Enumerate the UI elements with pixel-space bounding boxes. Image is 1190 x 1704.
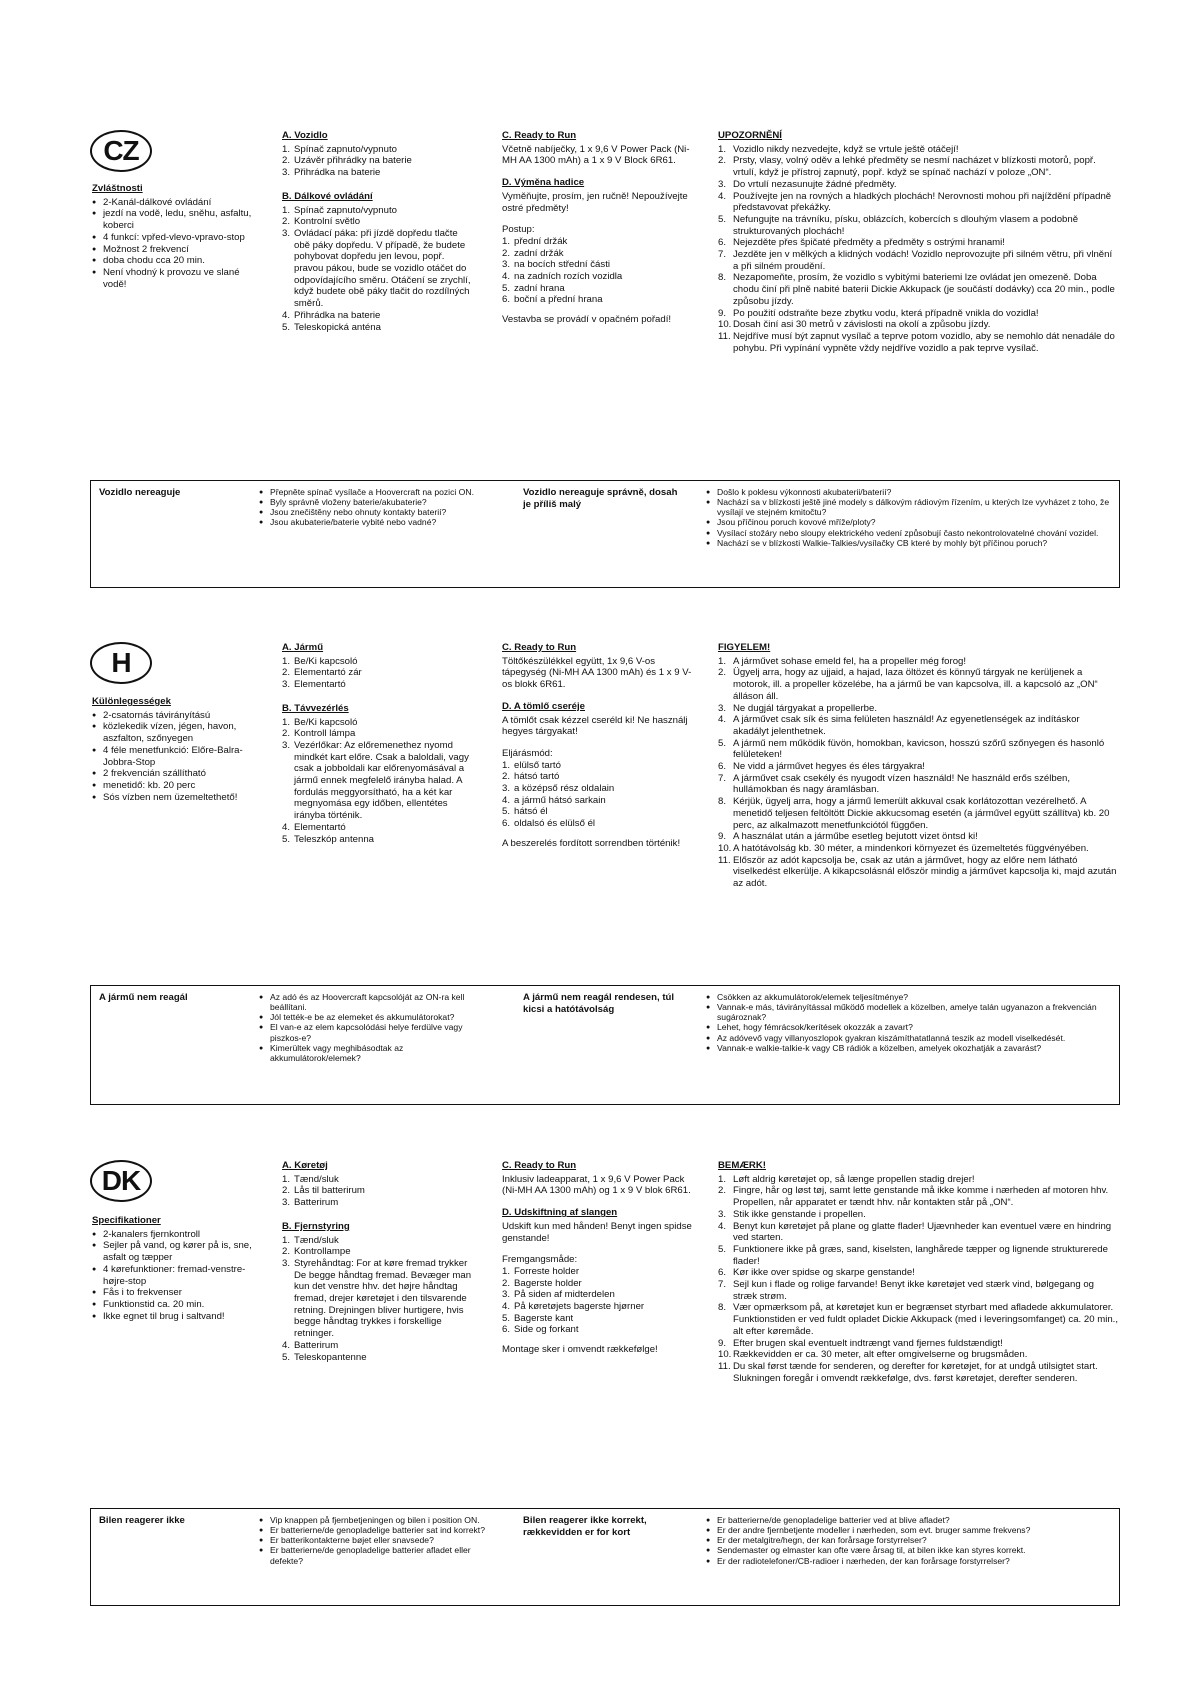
ready-dk xyxy=(502,1160,692,1366)
list-item: ● Byly správně vloženy baterie/akubaterie? xyxy=(259,497,489,507)
parts-h xyxy=(282,642,477,845)
list-item: ● Ikke egnet til brug i saltvand! xyxy=(92,1311,262,1323)
list-item: 2. Fingre, hår og løst tøj, samt lette genstande må ikke komme i nærheden af motoren hhv. Propellen, når apparatet er tændt hhv. når kontakten står på „ON“. xyxy=(718,1185,1109,1209)
troubleshooting-box-dk xyxy=(90,1508,1120,1606)
list-item: ● Sendemaster og elmaster kan ofte være årsag til, at bilen ikke kan styres korrekt. xyxy=(706,1545,1111,1555)
list-item: 7. Sejl kun i flade og rolige farvande! Benyt ikke køretøjet ved stærk vind, bølgegang og stræk strøm. xyxy=(718,1279,1095,1302)
warning-title: UPOZORNĚNÍ xyxy=(718,130,782,141)
list-item: 3. Do vrtulí nezasunujte žádné předměty. xyxy=(718,178,897,190)
list-item: ● Sós vízben nem üzemeltethető! xyxy=(92,792,262,804)
section-heading: C. Ready to Run xyxy=(502,1160,577,1171)
list-item: ● Kimerültek vagy meghibásodtak az akkumulátorok/elemek? xyxy=(259,1043,489,1063)
list-item: ● Došlo k poklesu výkonnosti akubaterii/baterií? xyxy=(706,487,1111,497)
list-item: ● El van-e az elem kapcsolódási helye ferdülve vagy piszkos-e? xyxy=(259,1022,489,1042)
list-item: 1. přední držák xyxy=(502,235,568,247)
parts-cz xyxy=(282,130,472,333)
list-item: ● 4 féle menetfunkció: Előre-Balra-Jobbra-Stop xyxy=(92,745,262,768)
list-item: 1. A járművet sohase emeld fel, ha a propeller még forog! xyxy=(718,655,967,667)
list-item: ● jezdí na vodě, ledu, sněhu, asfaltu, koberci xyxy=(92,208,252,231)
country-badge-h: H xyxy=(90,642,152,684)
list-item: ● Er der andre fjernbetjente modeller i nærheden, som evt. bruger samme frekvens? xyxy=(706,1525,1111,1535)
trouble-list xyxy=(706,1515,1111,1566)
country-badge-cz: CZ xyxy=(90,130,152,172)
warnings-cz xyxy=(718,130,1118,354)
list-item: 5. Bagerste kant xyxy=(502,1312,574,1324)
list-item: 1. elülső tartó xyxy=(502,759,561,771)
list-item: ● Az adó és az Hoovercraft kapcsolóját az ON-ra kell beállítani. xyxy=(259,992,489,1012)
list-item: 5. zadní hrana xyxy=(502,282,565,294)
list-item: 6. Nejezděte přes špičaté předměty a předměty s ostrými hranami! xyxy=(718,237,1005,249)
list-item: ● Er batterierne/de genopladelige batterier ved at blive afladet? xyxy=(706,1515,1111,1525)
list-item: ● 2-kanalers fjernkontroll xyxy=(92,1229,262,1241)
list-item: 6. boční a přední hrana xyxy=(502,294,603,306)
features-title: Specifikationer xyxy=(92,1215,161,1226)
list-item: ● menetidő: kb. 20 perc xyxy=(92,780,262,792)
features-dk xyxy=(92,1215,262,1322)
list-item: ● 2-csatornás távirányítású xyxy=(92,710,262,722)
paragraph: A tömlőt csak kézzel cseréld ki! Ne használj hegyes tárgyakat! xyxy=(502,714,688,738)
list-item: 2. Uzávěr přihrádky na baterie xyxy=(282,155,412,167)
list-item: ● Er der metalgitre/hegn, der kan forårsage forstyrrelser? xyxy=(706,1535,1111,1545)
features-cz xyxy=(92,183,252,290)
list-item: 2. Kontroll lámpa xyxy=(282,728,356,740)
list-item: 3. Batterirum xyxy=(282,1197,339,1209)
list-item: 6. oldalsó és elülső él xyxy=(502,818,596,830)
list-item: 3. Elementartó xyxy=(282,679,346,691)
list-item: 8. Kérjük, ügyelj arra, hogy a jármű lemerült akkuval csak korlátozottan vezérelhető. A menetidő teljesen feltöltött Dickie akkucsomag esetén (a járművel együtt szállítva) kb. 20 perc, az alkalmazott menetfunkciótól függően. xyxy=(718,796,1110,831)
section-heading: B. Távvezérlés xyxy=(282,702,349,714)
features-list xyxy=(92,1229,262,1323)
features-list xyxy=(92,710,262,804)
list-item: 4. Přihrádka na baterie xyxy=(282,309,381,321)
list-item: 2. zadní držák xyxy=(502,247,564,259)
list-item: 9. Po použití odstraňte beze zbytku vodu, která případně vnikla do vozidla! xyxy=(718,307,1039,319)
paragraph: Včetně nabíječky, 1 x 9,6 V Power Pack (Ni-MH AA 1300 mAh) a 1 x 9 V Block 6R61. xyxy=(502,143,690,167)
section-heading: A. Jármű xyxy=(282,642,324,653)
list-item: 8. Nezapomeňte, prosím, že vozidlo s vybitými bateriemi lze ovládat jen omezeně. Doba chodu činí při plně nabité baterii Dickie Akkupack (je součástí dodávky) cca 20 min., podle způsobu jízdy. xyxy=(718,272,1115,307)
section-heading: B. Fjernstyring xyxy=(282,1220,350,1232)
list-item: ● 4 funkcí: vpřed-vlevo-vpravo-stop xyxy=(92,232,252,244)
list-item: 2. Bagerste holder xyxy=(502,1277,582,1289)
list-item: ● Fås i to frekvenser xyxy=(92,1287,262,1299)
features-h xyxy=(92,696,262,803)
list-item: 4. Batterirum xyxy=(282,1339,339,1351)
list-item: 6. Ne vidd a járművet hegyes és éles tárgyakra! xyxy=(718,761,925,773)
list-item: 7. A járművet csak csekély és nyugodt vízen használd! Ne használd erős szélben, hullámokban és nagy áramlásban. xyxy=(718,772,1071,796)
list-item: ● Přepněte spínač vysílače a Hoovercraft na pozici ON. xyxy=(259,487,489,497)
troubleshooting-box-h xyxy=(90,985,1120,1105)
list-item: 7. Jezděte jen v mělkých a klidných vodách! Vozidlo neprovozujte při silném větru, při vlnění a při silném proudění. xyxy=(718,249,1113,272)
section-heading: D. A tömlő cseréje xyxy=(502,700,585,712)
warnings-h xyxy=(718,642,1118,890)
procedure-label: Fremgangsmåde: xyxy=(502,1254,578,1266)
list-item: 3. na bocích střední části xyxy=(502,259,610,271)
trouble-list xyxy=(706,487,1111,548)
list-item: 3. Vezérlőkar: Az előremenethez nyomd mindkét kart előre. Csak a baloldali, vagy csak a jobboldali kar előrenyomásával a jármű ennek megfelelő irányba halad. A fordulás meggyorsítható, ha a két kar megnyomása egy időben, ellentétes irányba történik. xyxy=(282,739,469,822)
list-item: 4. Benyt kun køretøjet på plane og glatte flader! Ujævnheder kan eventuel være en hindring ved starten. xyxy=(718,1220,1112,1244)
list-item: ● Az adóvevő vagy villanyoszlopok gyakran kiszámíthatatlanná teszik az modell viselkedését. xyxy=(706,1033,1111,1043)
list-item: ● Není vhodný k provozu ve slané vodě! xyxy=(92,267,252,290)
list-item: ● Vip knappen på fjernbetjeningen og bilen i position ON. xyxy=(259,1515,489,1525)
ready-h xyxy=(502,642,692,860)
paragraph: Töltőkészülékkel együtt, 1x 9,6 V-os tápegység (Ni-MH AA 1300 mAh) és 1 x 9 V-os blokk 6R61. xyxy=(502,655,692,691)
list-item: ● Jsou akubaterie/baterie vybité nebo vadné? xyxy=(259,517,489,527)
paragraph: Udskift kun med hånden! Benyt ingen spidse genstande! xyxy=(502,1220,692,1244)
list-item: ● Nachází se v blízkosti Walkie-Talkies/vysílačky CB které by mohly být příčinou poruch? xyxy=(706,538,1111,548)
list-item: 1. Be/Ki kapcsoló xyxy=(282,655,358,667)
warning-title: FIGYELEM! xyxy=(718,642,771,653)
list-item: 4. Elementartó xyxy=(282,821,346,833)
list-item: 8. Vær opmærksom på, at køretøjet kun er begrænset styrbart med afladede akkumulatorer. Funktionstiden er ved fuldt opladet Dickie Akkupack (med i leveringsomfanget) ca. 20 min., alt efter køremåde. xyxy=(718,1302,1119,1337)
list-item: 6. Kør ikke over spidse og skarpe genstande! xyxy=(718,1267,915,1279)
troubleshooting-box-cz xyxy=(90,480,1120,588)
trouble-title: Vozidlo nereaguje xyxy=(99,487,181,498)
list-item: 5. Funktionere ikke på græs, sand, kiselsten, langhårede tæpper og lignende strukturerede flader! xyxy=(718,1243,1108,1267)
list-item: ● Nachází sa v blízkosti ještě jiné modely s dálkovým rádiovým řízením, u kterých lze vyvházet z toho, že vysílají ve stejném kmitočtu? xyxy=(706,497,1111,517)
list-item: 3. Styrehåndtag: For at køre fremad trykker De begge håndtag fremad. Bevæger man kun det venstre hhv. det højre håndtag fremad, drejer køretøjet i den tilsvarende retning. Drejningen bliver hurtigere, hvis begge håndtag trykkes i forskellige retninger. xyxy=(282,1257,472,1340)
warning-title: BEMÆRK! xyxy=(718,1160,766,1171)
list-item: 1. Spínač zapnuto/vypnuto xyxy=(282,143,397,155)
list-item: 3. Stik ikke genstande i propellen. xyxy=(718,1208,866,1220)
paragraph: Montage sker i omvendt rækkefølge! xyxy=(502,1344,658,1356)
section-heading: D. Výměna hadice xyxy=(502,177,585,189)
paragraph: Inklusiv ladeapparat, 1 x 9,6 V Power Pack (Ni-MH AA 1300 mAh) og 1 x 9 V blok 6R61. xyxy=(502,1173,691,1197)
trouble-title: Bilen reagerer ikke korrekt, rækkevidden er for kort xyxy=(523,1515,647,1538)
list-item: 2. hátsó tartó xyxy=(502,771,560,783)
section-heading: B. Dálkové ovládání xyxy=(282,190,373,202)
section-heading: C. Ready to Run xyxy=(502,130,577,141)
country-badge-dk: DK xyxy=(90,1160,152,1202)
list-item: 3. Přihrádka na baterie xyxy=(282,167,381,179)
paragraph: Vyměňujte, prosím, jen ručně! Nepoužívejte ostré předměty! xyxy=(502,190,688,214)
trouble-title: A jármű nem reagál xyxy=(99,992,188,1003)
list-item: ● Možnost 2 frekvencí xyxy=(92,244,252,256)
list-item: ● Jsou příčinou poruch kovové mříže/ploty? xyxy=(706,517,1111,527)
list-item: 2. Lås til batterirum xyxy=(282,1185,365,1197)
procedure-label: Postup: xyxy=(502,224,535,236)
list-item: ● közlekedik vízen, jégen, havon, aszfalton, szőnyegen xyxy=(92,721,262,744)
ready-cz xyxy=(502,130,692,336)
list-item: ● 2 frekvencián szállítható xyxy=(92,768,262,780)
list-item: ● Funktionstid ca. 20 min. xyxy=(92,1299,262,1311)
list-item: 1. Tænd/sluk xyxy=(282,1173,339,1185)
trouble-title: Vozidlo nereaguje správně, dosah je příliš malý xyxy=(523,487,678,510)
list-item: 2. Kontrolní světlo xyxy=(282,216,361,228)
list-item: ● Jsou znečištěny nebo ohnuty kontakty baterií? xyxy=(259,507,489,517)
list-item: 5. Nefungujte na trávníku, písku, oblázcích, kobercích s dlouhým vlasem a podobně strukturovaných plochách! xyxy=(718,213,1079,237)
list-item: ● Er batterikontakterne bøjet eller snavsede? xyxy=(259,1535,489,1545)
list-item: 1. Forreste holder xyxy=(502,1265,580,1277)
list-item: ● Vysílací stožáry nebo sloupy elektrického vedení způsobují často nekontrolovatelné chování vozidel. xyxy=(706,528,1111,538)
list-item: 5. Teleskopická anténa xyxy=(282,321,381,333)
list-item: 5. Teleszkóp antenna xyxy=(282,833,375,845)
list-item: 10. Rækkevidden er ca. 30 meter, alt efter omgivelserne og brugsmåden. xyxy=(718,1349,1028,1361)
trouble-list xyxy=(259,1515,489,1566)
features-list xyxy=(92,197,252,291)
list-item: 4. na zadních rozích vozidla xyxy=(502,271,623,283)
list-item: 5. Teleskopantenne xyxy=(282,1351,367,1363)
warnings-dk xyxy=(718,1160,1118,1384)
list-item: 9. A használat után a járműbe esetleg bejutott vizet öntsd ki! xyxy=(718,831,978,843)
list-item: 4. a jármű hátsó sarkain xyxy=(502,794,606,806)
list-item: 3. a középső rész oldalain xyxy=(502,783,615,795)
trouble-list xyxy=(259,487,489,528)
parts-dk xyxy=(282,1160,477,1363)
list-item: ● Er batterierne/de genopladelige batterier afladet eller defekte? xyxy=(259,1545,489,1565)
section-heading: A. Køretøj xyxy=(282,1160,328,1171)
list-item: 10. Dosah činí asi 30 metrů v závislosti na okolí a způsobu jízdy. xyxy=(718,319,991,331)
list-item: ● Vannak-e más, távirányítással működő modellek a közelben, amelye talán ugyanazon a frekvencián sugároznak? xyxy=(706,1002,1111,1022)
list-item: 11. Először az adót kapcsolja be, csak az után a járművet, hogy az előre nem látható viselkedést elkerülje. A kikapcsolásnál először mindig a járművet kapcsolja ki, majd azután az adót. xyxy=(718,854,1117,890)
list-item: 1. Vozidlo nikdy nezvedejte, když se vrtule ještě otáčejí! xyxy=(718,143,959,155)
list-item: 3. På siden af midterdelen xyxy=(502,1289,615,1301)
list-item: 10. A hatótávolság kb. 30 méter, a mindenkori környezet és üzemeltetés függvényében. xyxy=(718,842,1089,854)
list-item: ● Sejler på vand, og kører på is, sne, asfalt og tæpper xyxy=(92,1240,262,1263)
features-title: Zvláštnosti xyxy=(92,183,143,194)
list-item: 1. Løft aldrig køretøjet op, så længe propellen stadig drejer! xyxy=(718,1173,975,1185)
trouble-title: A jármű nem reagál rendesen, túl kicsi a hatótávolság xyxy=(523,992,675,1015)
list-item: 1. Be/Ki kapcsoló xyxy=(282,716,358,728)
list-item: 2. Kontrollampe xyxy=(282,1246,351,1258)
list-item: 5. hátsó él xyxy=(502,806,548,818)
paragraph: A beszerelés fordított sorrendben történik! xyxy=(502,837,681,849)
list-item: ● 2-Kanál-dálkové ovládání xyxy=(92,197,252,209)
list-item: ● 4 kørefunktioner: fremad-venstre-højre-stop xyxy=(92,1264,262,1287)
list-item: ● Jól tették-e be az elemeket és akkumulátorokat? xyxy=(259,1012,489,1022)
list-item: 4. A járművet csak sík és sima felületen használd! Az egyenetlenségek az indításkor akadályt jelenthetnek. xyxy=(718,714,1080,737)
list-item: ● Lehet, hogy fémrácsok/kerítések okozzák a zavart? xyxy=(706,1022,1111,1032)
list-item: 11. Du skal først tænde for senderen, og derefter for køretøjet, for at undgå utilsigtet start. Slukningen foregår i omvendt rækkefølge, dvs. først køretøjet, derefter senderen. xyxy=(718,1360,1098,1384)
trouble-list xyxy=(706,992,1111,1053)
list-item: ● Er batterierne/de genopladelige batterier sat ind korrekt? xyxy=(259,1525,489,1535)
section-heading: A. Vozidlo xyxy=(282,130,328,141)
trouble-title: Bilen reagerer ikke xyxy=(99,1515,185,1526)
list-item: 2. Ügyelj arra, hogy az ujjaid, a hajad, laza öltözet és könnyű tárgyak ne kerüljenek a motorok, ill. a propeller közelébe, ha a jármű be van kapcsolva, ill. a kapcsoló az „ON“ álláson áll. xyxy=(718,667,1098,702)
list-item: 1. Spínač zapnuto/vypnuto xyxy=(282,204,397,216)
list-item: 3. Ne dugjál tárgyakat a propellerbe. xyxy=(718,702,877,714)
list-item: 1. Tænd/sluk xyxy=(282,1234,339,1246)
list-item: 3. Ovládací páka: při jízdě dopředu tlačte obě páky dopředu. V případě, že budete pohybovat dopředu jen levou, popř. pravou pákou, bude se vozidlo otáčet do odpovídajícího směru. Otáčení se zrychlí, když budete obě páky tlačit do rozdílných směrů. xyxy=(282,227,471,310)
list-item: ● doba chodu cca 20 min. xyxy=(92,255,252,267)
list-item: 2. Elementartó zár xyxy=(282,667,362,679)
list-item: ● Vannak-e walkie-talkie-k vagy CB rádiók a közelben, amelyek okozhatják a zavarást? xyxy=(706,1043,1111,1053)
list-item: ● Er der radiotelefoner/CB-radioer i nærheden, der kan forårsage forstyrrelser? xyxy=(706,1556,1111,1566)
list-item: 4. Používejte jen na rovných a hladkých plochách! Nerovnosti mohou při najíždění případně představovat překážky. xyxy=(718,190,1112,214)
list-item: 11. Nejdříve musí být zapnut vysílač a teprve potom vozidlo, aby se nemohlo dát nenadále do pohybu. Při vypínání vypněte vždy nejdříve vozidlo a pak teprve vysílač. xyxy=(718,330,1115,354)
section-heading: C. Ready to Run xyxy=(502,642,577,653)
list-item: 9. Efter brugen skal eventuelt indtrængt vand fjernes fuldstændigt! xyxy=(718,1337,1003,1349)
features-title: Különlegességek xyxy=(92,696,171,707)
section-heading: D. Udskiftning af slangen xyxy=(502,1207,618,1219)
list-item: ● Csökken az akkumulátorok/elemek teljesítménye? xyxy=(706,992,1111,1002)
list-item: 5. A jármű nem működik füvön, homokban, kavicson, hosszú szőrű szőnyegen és hasonló felületeken! xyxy=(718,737,1105,761)
list-item: 4. På køretøjets bagerste hjørner xyxy=(502,1301,645,1313)
paragraph: Vestavba se provádí v opačném pořadí! xyxy=(502,314,672,326)
list-item: 2. Prsty, vlasy, volný oděv a lehké předměty se nesmí nacházet v blízkosti motorů, popř. vrtulí, když je přístroj zapnutý, popř. když se spínač nachází v poloze „ON“. xyxy=(718,155,1096,179)
list-item: 6. Side og forkant xyxy=(502,1324,579,1336)
trouble-list xyxy=(259,992,489,1063)
procedure-label: Eljárásmód: xyxy=(502,747,553,759)
